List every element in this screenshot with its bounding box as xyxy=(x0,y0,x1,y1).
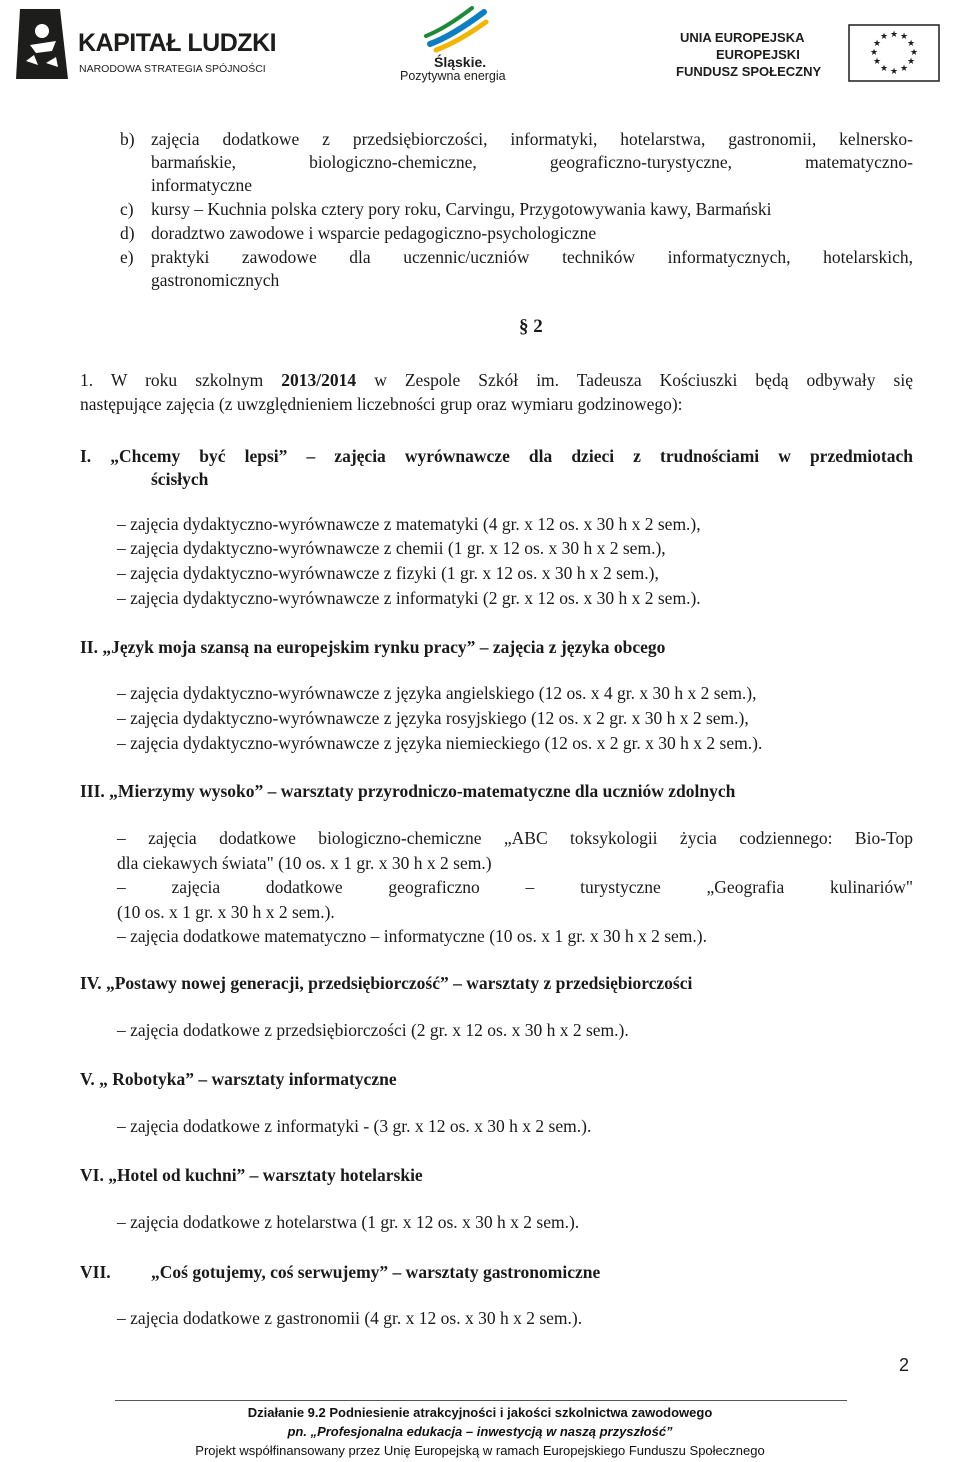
section-2-heading: II. „Język moja szansą na europejskim rynku pracy” – zajęcia z języka obcego xyxy=(80,637,666,657)
svg-text:★: ★ xyxy=(879,32,889,42)
sl-subtitle: Pozytywna energia xyxy=(400,69,506,83)
page-number: 2 xyxy=(899,1355,910,1375)
list-item-b-line1: zajęcia dodatkowe z przedsiębiorczości, informatyki, hotelarstwa, gastronomii, kelnersko- xyxy=(151,129,913,149)
section-6-item: – zajęcia dodatkowe z hotelarstwa (1 gr. x 12 os. x 30 h x 2 sem.). xyxy=(117,1212,580,1232)
eu-line3: FUNDUSZ SPOŁECZNY xyxy=(676,64,822,79)
section-3-heading: III. „Mierzymy wysoko” – warsztaty przyrodniczo-matematyczne dla uczniów zdolnych xyxy=(80,781,736,801)
list-marker-d: d) xyxy=(120,223,135,243)
section-7-numeral: VII. xyxy=(80,1262,111,1282)
section-7-heading: „Coś gotujemy, coś serwujemy” – warsztaty gastronomiczne xyxy=(151,1262,601,1282)
slaskie-logo xyxy=(396,6,516,86)
section-3-item-1: – zajęcia dodatkowe biologiczno-chemiczne „ABC toksykologii życia codziennego: Bio-Top xyxy=(117,828,913,848)
kapital-ludzki-logo xyxy=(12,5,277,87)
list-marker-c: c) xyxy=(120,199,134,219)
section-1-item: – zajęcia dydaktyczno-wyrównawcze z fizyki (1 gr. x 12 os. x 30 h x 2 sem.), xyxy=(117,563,659,583)
eu-flag-icon xyxy=(848,24,940,82)
section-3-item-3: – zajęcia dodatkowe matematyczno – informatyczne (10 os. x 1 gr. x 30 h x 2 sem.). xyxy=(117,926,707,946)
footer-line3: Projekt współfinansowany przez Unię Europejską w ramach Europejskiego Funduszu Społecznego xyxy=(195,1443,765,1458)
section-1-item: – zajęcia dydaktyczno-wyrównawcze z informatyki (2 gr. x 12 os. x 30 h x 2 sem.). xyxy=(117,588,701,608)
svg-text:★: ★ xyxy=(899,32,909,42)
section-3-item-2-cont: (10 os. x 1 gr. x 30 h x 2 sem.). xyxy=(117,902,335,922)
svg-text:★: ★ xyxy=(899,64,909,74)
svg-text:★: ★ xyxy=(879,64,889,74)
sl-title: Śląskie. xyxy=(434,54,487,70)
section-4-item: – zajęcia dodatkowe z przedsiębiorczości (2 gr. x 12 os. x 30 h x 2 sem.). xyxy=(117,1020,629,1040)
list-marker-b: b) xyxy=(120,129,135,149)
kl-subtitle: NARODOWA STRATEGIA SPÓJNOŚCI xyxy=(79,63,266,75)
eu-line2: EUROPEJSKI xyxy=(716,47,800,62)
svg-text:★: ★ xyxy=(906,39,916,49)
section-1-item: – zajęcia dydaktyczno-wyrównawcze z matematyki (4 gr. x 12 os. x 30 h x 2 sem.), xyxy=(117,514,701,534)
kapital-ludzki-emblem-icon xyxy=(12,5,72,83)
eu-logo xyxy=(672,24,944,84)
section-4-heading: IV. „Postawy nowej generacji, przedsiębiorczość” – warsztaty z przedsiębiorczości xyxy=(80,973,693,993)
svg-text:★: ★ xyxy=(909,48,919,58)
footer-line1: Działanie 9.2 Podniesienie atrakcyjności i jakości szkolnictwa zawodowego xyxy=(247,1405,713,1420)
list-item-b-line3: informatyczne xyxy=(151,175,253,195)
kl-title: KAPITAŁ LUDZKI xyxy=(78,29,277,57)
section-5-item: – zajęcia dodatkowe z informatyki - (3 gr. x 12 os. x 30 h x 2 sem.). xyxy=(117,1116,592,1136)
section-1-item: – zajęcia dydaktyczno-wyrównawcze z chemii (1 gr. x 12 os. x 30 h x 2 sem.), xyxy=(117,538,666,558)
svg-text:★: ★ xyxy=(889,67,899,77)
eu-line1: UNIA EUROPEJSKA xyxy=(680,30,805,45)
section-heading: § 2 xyxy=(519,316,543,337)
section-7-item: – zajęcia dodatkowe z gastronomii (4 gr. x 12 os. x 30 h x 2 sem.). xyxy=(117,1308,583,1328)
section-2-item: – zajęcia dydaktyczno-wyrównawcze z języka angielskiego (12 os. x 4 gr. x 30 h x 2 sem.), xyxy=(117,683,757,703)
footer-divider xyxy=(115,1400,847,1401)
intro-line1: 1. W roku szkolnym 2013/2014 w Zespole Szkół im. Tadeusza Kościuszki będą odbywały się xyxy=(80,370,913,390)
slaskie-wave-icon xyxy=(422,6,492,56)
section-1-heading: I. „Chcemy być lepsi” – zajęcia wyrównawcze dla dzieci z trudnościami w przedmiotach xyxy=(80,446,913,466)
list-marker-e: e) xyxy=(120,247,134,267)
section-6-heading: VI. „Hotel od kuchni” – warsztaty hotelarskie xyxy=(80,1165,423,1185)
footer-line2: pn. „Profesjonalna edukacja – inwestycją w naszą przyszłość” xyxy=(287,1424,673,1439)
section-1-heading-cont: ścisłych xyxy=(151,469,209,489)
section-3-item-2: – zajęcia dodatkowe geograficzno – turystyczne „Geografia kulinariów" xyxy=(117,877,913,897)
list-item-b-line2: barmańskie, biologiczno-chemiczne, geograficzno-turystyczne, matematyczno- xyxy=(151,152,913,172)
list-item-c: kursy – Kuchnia polska cztery pory roku, Carvingu, Przygotowywania kawy, Barmański xyxy=(151,199,772,219)
svg-text:★: ★ xyxy=(869,48,879,58)
svg-text:★: ★ xyxy=(872,39,882,49)
svg-text:★: ★ xyxy=(889,30,899,40)
section-2-item: – zajęcia dydaktyczno-wyrównawcze z języka niemieckiego (12 os. x 2 gr. x 30 h x 2 sem.). xyxy=(117,733,763,753)
intro-line2: następujące zajęcia (z uwzględnieniem liczebności grup oraz wymiaru godzinowego): xyxy=(80,394,683,414)
list-item-d: doradztwo zawodowe i wsparcie pedagogiczno-psychologiczne xyxy=(151,223,597,243)
section-2-item: – zajęcia dydaktyczno-wyrównawcze z języka rosyjskiego (12 os. x 2 gr. x 30 h x 2 sem.), xyxy=(117,708,749,728)
list-item-e-line2: gastronomicznych xyxy=(151,270,280,290)
section-5-heading: V. „ Robotyka” – warsztaty informatyczne xyxy=(80,1069,397,1089)
section-3-item-1-cont: dla ciekawych świata" (10 os. x 1 gr. x 30 h x 2 sem.) xyxy=(117,853,492,873)
svg-text:★: ★ xyxy=(906,57,916,67)
list-item-e-line1: praktyki zawodowe dla uczennic/uczniów techników informatycznych, hotelarskich, xyxy=(151,247,913,267)
svg-text:★: ★ xyxy=(872,57,882,67)
